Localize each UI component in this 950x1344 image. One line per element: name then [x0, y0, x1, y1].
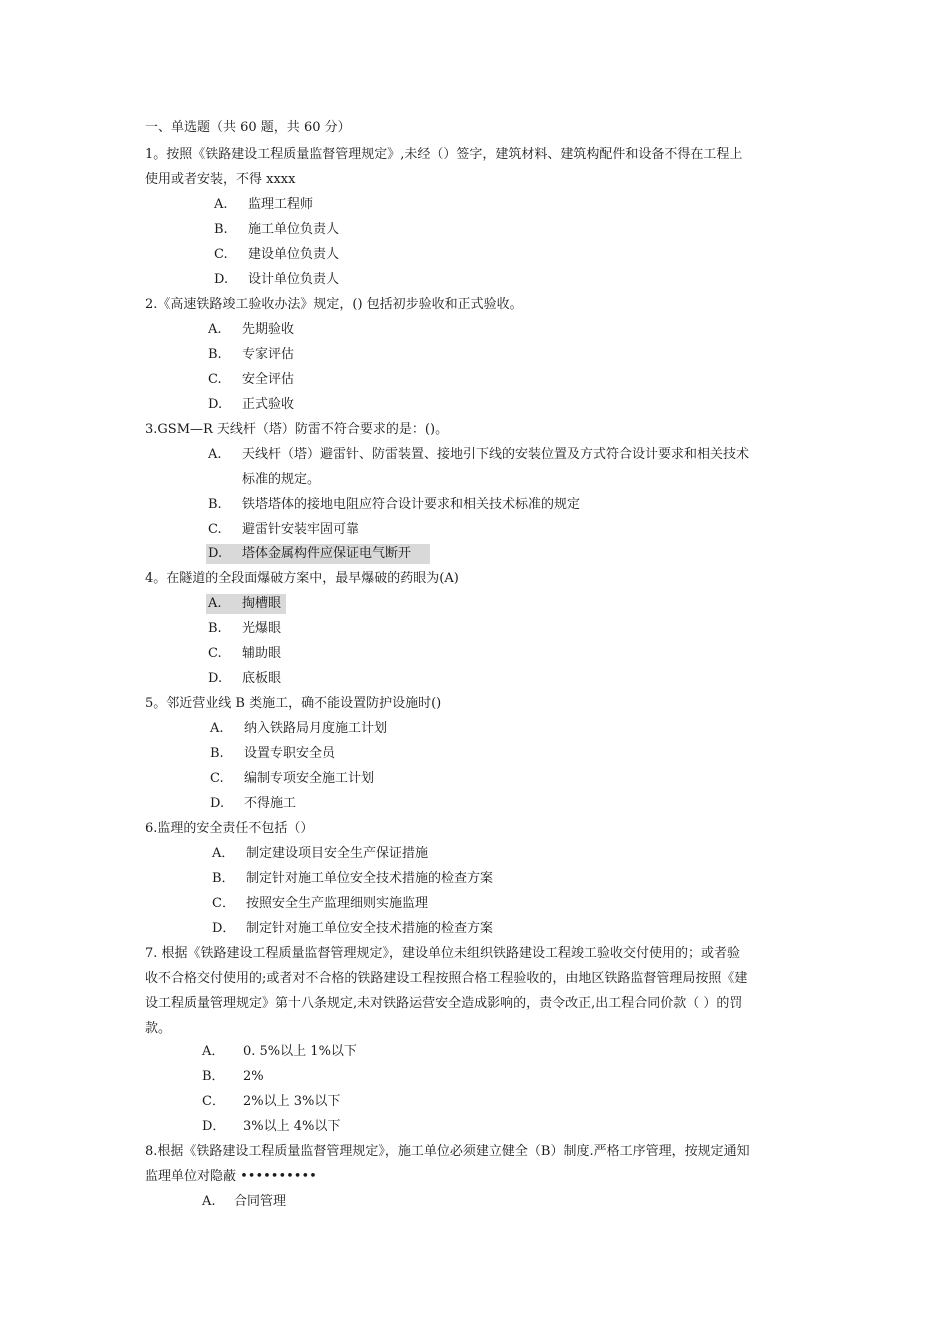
- option-text: 按照安全生产监理细则实施监理: [246, 896, 429, 911]
- option-letter: A.: [214, 197, 228, 212]
- option-letter: D.: [208, 546, 223, 561]
- q4-option-a-highlighted: [206, 594, 286, 614]
- option-text: 安全评估: [242, 372, 295, 387]
- option-letter: D.: [208, 671, 223, 686]
- option-text: 合同管理: [234, 1194, 287, 1209]
- option-text: 2%以上 3%以下: [243, 1094, 341, 1109]
- question-2-line-1: 2.《高速铁路竣工验收办法》规定，() 包括初步验收和正式验收。: [145, 297, 523, 312]
- option-letter: B.: [208, 621, 222, 636]
- option-letter: B.: [210, 746, 224, 761]
- question-1-line-1: 1。按照《铁路建设工程质量监督管理规定》,未经（）签字，建筑材料、建筑构配件和设备不得在工程上: [145, 147, 743, 162]
- option-text: 不得施工: [244, 796, 297, 811]
- option-text: 辅助眼: [242, 646, 282, 661]
- option-text: 光爆眼: [242, 621, 282, 636]
- question-5-line-1: 5。邻近营业线 B 类施工，确不能设置防护设施时(): [145, 696, 442, 711]
- option-letter: D．: [212, 921, 236, 936]
- option-text: 纳入铁路局月度施工计划: [244, 721, 388, 736]
- option-letter: C.: [208, 646, 222, 661]
- option-letter: A.: [208, 596, 222, 611]
- option-text: 建设单位负责人: [248, 247, 340, 262]
- option-text: 制定针对施工单位安全技术措施的检查方案: [246, 871, 494, 886]
- option-letter: D．: [202, 1119, 226, 1134]
- option-text: 设置专职安全员: [244, 746, 336, 761]
- option-text: 编制专项安全施工计划: [244, 771, 375, 786]
- option-letter: B．: [212, 871, 235, 886]
- question-8-line-2: 监理单位对隐蔽 ••••••••••: [145, 1169, 317, 1184]
- option-letter: D.: [208, 397, 223, 412]
- option-text: 避雷针安装牢固可靠: [242, 522, 360, 537]
- option-letter: D.: [214, 272, 229, 287]
- option-text: 塔体金属构件应保证电气断开: [242, 546, 412, 561]
- option-text: 底板眼: [242, 671, 282, 686]
- option-letter: C.: [210, 771, 224, 786]
- option-text: 制定建设项目安全生产保证措施: [246, 846, 429, 861]
- question-8-line-1: 8.根据《铁路建设工程质量监督管理规定》，施工单位必须建立健全（B）制度.严格工序管理，按规定通知: [145, 1144, 750, 1159]
- question-4-line-1: 4。在隧道的全段面爆破方案中，最早爆破的药眼为(A): [145, 571, 459, 586]
- option-letter: B．: [202, 1069, 225, 1084]
- option-letter: A.: [202, 1194, 216, 1209]
- option-letter: C.: [208, 522, 222, 537]
- option-text: 掏槽眼: [242, 596, 282, 611]
- question-7-line-1: 7. 根据《铁路建设工程质量监督管理规定》，建设单位未组织铁路建设工程竣工验收交付使用的；或者验: [145, 946, 741, 961]
- option-text: 先期验收: [242, 322, 295, 337]
- option-letter: C.: [214, 247, 228, 262]
- question-7-line-2: 收不合格交付使用的;或者对不合格的铁路建设工程按照合格工程验收的，由地区铁路监督管理局按照《建: [145, 971, 748, 986]
- question-6-line-1: 6.监理的安全责任不包括（）: [145, 821, 314, 836]
- option-text: 设计单位负责人: [248, 272, 340, 287]
- option-letter: A.: [208, 322, 222, 337]
- option-letter: B.: [214, 222, 228, 237]
- option-letter: B.: [208, 497, 222, 512]
- option-text: 制定针对施工单位安全技术措施的检查方案: [246, 921, 494, 936]
- option-letter: D.: [210, 796, 225, 811]
- option-text: 施工单位负责人: [248, 222, 340, 237]
- option-letter: C．: [202, 1094, 225, 1109]
- option-letter: A.: [208, 447, 222, 462]
- option-text: 专家评估: [242, 347, 295, 362]
- question-7-line-4: 款。: [145, 1021, 172, 1036]
- option-letter: C.: [208, 372, 222, 387]
- section-title: 一、单选题（共 60 题，共 60 分）: [145, 120, 351, 135]
- option-text: 天线杆（塔）避雷针、防雷装置、接地引下线的安装位置及方式符合设计要求和相关技术: [242, 447, 750, 462]
- option-letter: C．: [212, 896, 235, 911]
- option-text: 正式验收: [242, 397, 295, 412]
- option-text: 0. 5%以上 1%以下: [243, 1044, 357, 1059]
- option-letter: A．: [212, 846, 235, 861]
- option-text: 监理工程师: [248, 197, 314, 212]
- q3-option-a-continued: 标准的规定。: [242, 472, 321, 487]
- question-1-line-2: 使用或者安装，不得 xxxx: [145, 172, 296, 187]
- question-3-line-1: 3.GSM—R 天线杆（塔）防雷不符合要求的是：()。: [145, 422, 449, 437]
- option-text: 铁塔塔体的接地电阻应符合设计要求和相关技术标准的规定: [242, 497, 581, 512]
- question-7-line-3: 设工程质量管理规定》第十八条规定,未对铁路运营安全造成影响的，责令改正,出工程合同价款（ ）的罚: [145, 996, 743, 1011]
- option-letter: A.: [210, 721, 224, 736]
- option-letter: B.: [208, 347, 222, 362]
- option-letter: A．: [202, 1044, 225, 1059]
- option-text: 3%以上 4%以下: [243, 1119, 341, 1134]
- q3-option-d-highlighted: [206, 544, 430, 564]
- option-text: 2%: [243, 1069, 264, 1084]
